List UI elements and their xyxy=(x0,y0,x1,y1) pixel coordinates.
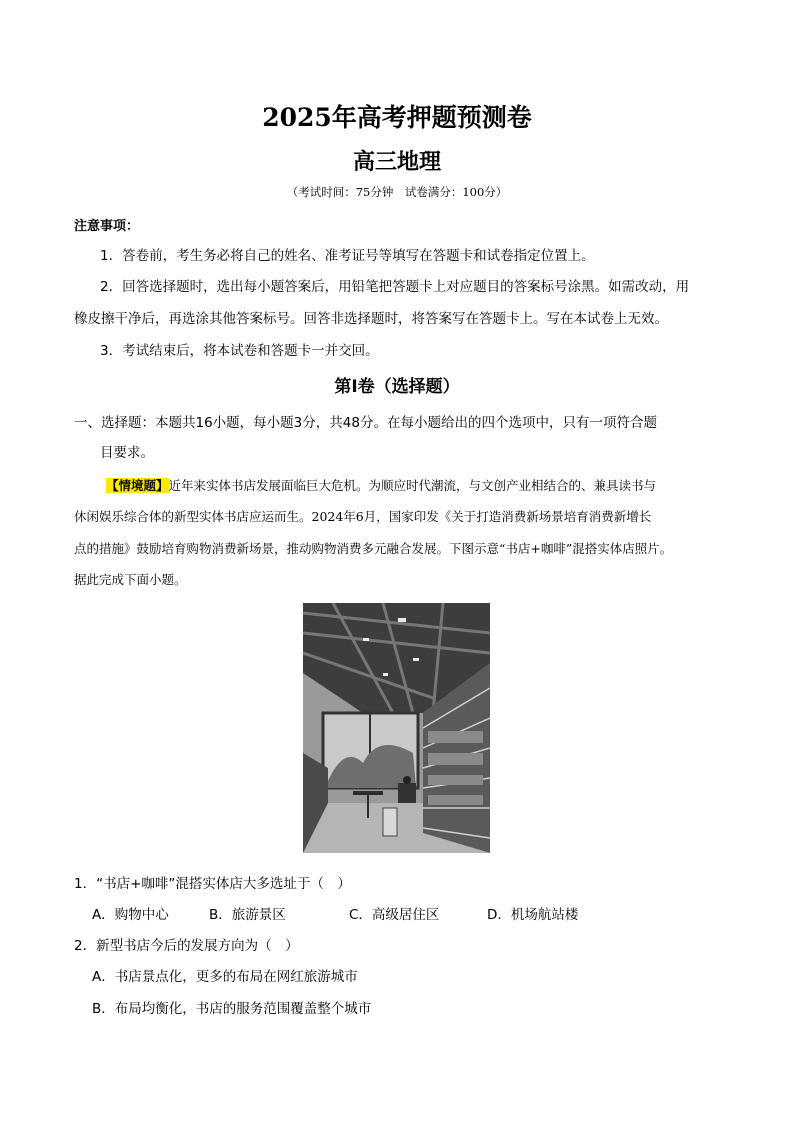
bookstore-cafe-photo xyxy=(303,603,490,853)
question-1-stem: 1．“书店+咖啡”混搭实体店大多选址于（ ） xyxy=(74,876,351,892)
question-1-option-d: D．机场航站楼 xyxy=(487,907,579,923)
exam-title: 2025年高考押题预测卷 xyxy=(262,103,532,132)
section-title: 第Ⅰ卷（选择题） xyxy=(334,377,460,397)
scenario-line-1 xyxy=(106,476,756,495)
question-2-option-a: A．书店景点化，更多的布局在网红旅游城市 xyxy=(92,969,358,985)
scenario-line-4: 据此完成下面小题。 xyxy=(74,572,187,587)
question-2-option-b: B．布局均衡化，书店的服务范围覆盖整个城市 xyxy=(92,1001,372,1017)
notice-line-3: 橡皮擦干净后，再选涂其他答案标号。回答非选择题时，将答案写在答题卡上。写在本试卷上无效。 xyxy=(74,311,668,327)
notice-line-4: 3．考试结束后，将本试卷和答题卡一并交回。 xyxy=(100,343,379,359)
question-1-option-a: A．购物中心 xyxy=(92,907,169,923)
notice-line-1: 1．答卷前，考生务必将自己的姓名、准考证号等填写在答题卡和试卷指定位置上。 xyxy=(100,248,595,264)
section-instruction-1: 一、选择题：本题共16小题，每小题3分，共48分。在每小题给出的四个选项中，只有一项符合题 xyxy=(74,415,657,431)
notice-heading: 注意事项： xyxy=(74,219,140,234)
section-instruction-2: 目要求。 xyxy=(100,445,154,461)
exam-info: （考试时间：75分钟 试卷满分：100分） xyxy=(286,185,508,199)
question-1-option-c: C．高级居住区 xyxy=(349,907,440,923)
exam-subtitle: 高三地理 xyxy=(352,149,441,175)
notice-line-2: 2．回答选择题时，选出每小题答案后，用铅笔把答题卡上对应题目的答案标号涂黑。如需改动，用 xyxy=(100,279,690,295)
scenario-tag: 【情境题】 xyxy=(106,478,169,493)
question-1-option-b: B．旅游景区 xyxy=(209,907,286,923)
scenario-line-3: 点的措施》鼓励培育购物消费新场景，推动购物消费多元融合发展。下图示意“书店+咖啡”混搭实体店照片。 xyxy=(74,541,673,556)
scenario-line-2: 休闲娱乐综合体的新型实体书店应运而生。2024年6月，国家印发《关于打造消费新场景培育消费新增长 xyxy=(74,509,652,524)
scenario-text-1: 近年来实体书店发展面临巨大危机。为顺应时代潮流，与文创产业相结合的、兼具读书与 xyxy=(168,478,657,493)
question-2-stem: 2．新型书店今后的发展方向为（ ） xyxy=(74,938,299,954)
